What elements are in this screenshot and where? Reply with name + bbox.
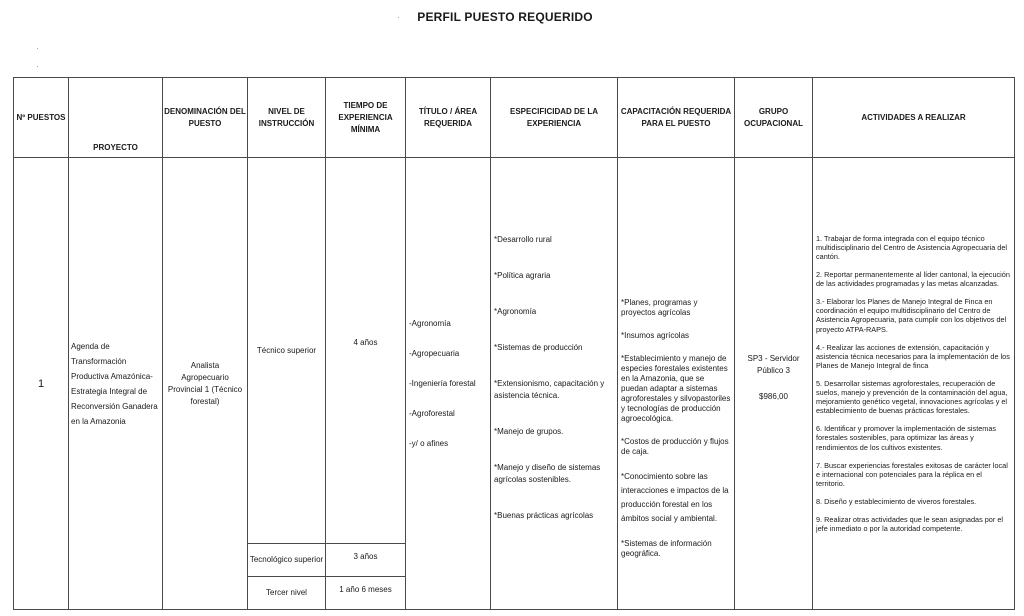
denominacion-cell (163, 158, 248, 610)
capacitacion-cell (618, 158, 735, 610)
especificidad-item: *Agronomía (494, 306, 537, 316)
especificidad-cell (491, 158, 618, 610)
proyecto-text: Agenda de Transformación Productiva Amazónica-Estrategia Integral de Reconversión Ganadera en la Amazonia (71, 341, 158, 426)
header-nivel: NIVEL DE INSTRUCCIÓN (248, 78, 326, 158)
tiempo-text: 3 años (353, 552, 378, 561)
especificidad-item: *Manejo de grupos. (494, 426, 564, 436)
titulo-item: -Agronomía (409, 318, 451, 328)
nivel-cell: Tecnológico superior (248, 544, 326, 577)
titulo-cell (406, 158, 491, 610)
header-row (14, 78, 1015, 158)
grupo-nombre: SP3 - Servidor Público 3 (747, 353, 800, 375)
capacitacion-item: *Insumos agrícolas (621, 331, 690, 340)
header-grupo: GRUPO OCUPACIONAL (735, 78, 813, 158)
page-title: PERFIL PUESTO REQUERIDO (417, 10, 593, 24)
header-titulo: TÍTULO / ÁREA REQUERIDA (406, 78, 491, 158)
actividad-item: 9. Realizar otras actividades que le sean asignadas por el jefe inmediato o por la autoridad competente. (816, 514, 1003, 534)
capacitacion-item: *Costos de producción y flujos de caja. (621, 437, 729, 456)
nivel-cell (248, 158, 326, 544)
especificidad-item: *Manejo y diseño de sistemas agrícolas sostenibles. (494, 462, 601, 484)
nivel-text: Técnico superior (256, 345, 317, 355)
header-proyecto: PROYECTO (69, 78, 163, 158)
capacitacion-item: *Conocimiento sobre las interacciones e impactos de la producción forestal en los ámbitos social y ambiental. (621, 472, 729, 523)
header-especificidad: ESPECIFICIDAD DE LA EXPERIENCIA (491, 78, 618, 158)
header-denominacion: DENOMINACIÓN DEL PUESTO (163, 78, 248, 158)
especificidad-item: *Buenas prácticas agrícolas (494, 510, 594, 520)
actividad-item: 8. Diseño y establecimiento de viveros forestales. (816, 496, 977, 506)
actividad-item: 4.- Realizar las acciones de extensión, capacitación y asistencia técnica necesarios para la implementación de los Planes de Manejo Integral de finca (816, 342, 1010, 370)
titulo-item: -Agroforestal (409, 408, 455, 418)
capacitacion-item: *Establecimiento y manejo de especies forestales existentes en la Amazonia, que se puedan adaptar a sistemas agroforestales y silvopastoriles y tecnologías de producción agroecológica. (621, 354, 731, 423)
titulo-item: -Ingeniería forestal (409, 378, 476, 388)
especificidad-item: *Sistemas de producción (494, 342, 583, 352)
tiempo-cell (326, 158, 406, 544)
decorative-dot: · (36, 44, 39, 53)
decorative-dot: · (36, 62, 39, 71)
proyecto-cell (69, 158, 163, 610)
header-tiempo: TIEMPO DE EXPERIENCIA MÍNIMA (326, 78, 406, 158)
header-capacitacion: CAPACITACIÓN REQUERIDA PARA EL PUESTO (618, 78, 735, 158)
grupo-cell (735, 158, 813, 610)
table-row (14, 158, 1015, 544)
especificidad-item: *Desarrollo rural (494, 234, 552, 244)
actividad-item: 7. Buscar experiencias forestales exitosas de carácter local e internacional con potenciales para la réplica en el territorio. (816, 460, 1008, 488)
especificidad-item: *Política agraria (494, 270, 551, 280)
actividad-item: 6. Identificar y promover la implementación de sistemas forestales sostenibles, para optimizar las áreas y rendimientos de los cultivos existentes. (816, 424, 997, 452)
actividades-cell (813, 158, 1015, 610)
num-puestos-cell: 1 (14, 158, 69, 610)
tiempo-cell (326, 544, 406, 577)
tiempo-cell (326, 577, 406, 610)
actividad-item: 5. Desarrollar sistemas agroforestales, recuperación de suelos, manejo y prevención de la contaminación del agua, mejoramiento genético vegetal, innovaciones agrícolas y el establecimiento de buenas prácticas forestales. (816, 378, 1008, 416)
denominacion-text: Analista Agropecuario Provincial 1 (Técnico forestal) (167, 360, 243, 406)
actividad-item: 2. Reportar permanentemente al líder cantonal, la ejecución de las actividades programadas y las metas alcanzadas. (816, 270, 1010, 289)
profile-table (13, 77, 1015, 610)
tiempo-text: 4 años (353, 337, 378, 347)
decorative-dot: · (397, 13, 400, 22)
titulo-item: -Agropecuaria (409, 348, 460, 358)
capacitacion-item: *Planes, programas y proyectos agrícolas (621, 298, 698, 317)
actividad-item: 1. Trabajar de forma integrada con el equipo técnico multidisciplinario del Centro de Asistencia Agropecuaria del cantón. (816, 233, 1008, 262)
grupo-salario: $986,00 (759, 391, 788, 401)
titulo-item: -y/ o afines (409, 438, 449, 448)
header-num-puestos: Nº PUESTOS (14, 78, 69, 158)
actividad-item: 3.- Elaborar los Planes de Manejo Integral de Finca en coordinación el equipo multidisciplinario del Centro de Asistencia Agropecuaria, para cumplir con los objetivos del proyecto ATPA-RAPS. (816, 297, 1007, 334)
nivel-cell: Tercer nivel (248, 577, 326, 610)
capacitacion-item: *Sistemas de información geográfica. (621, 539, 712, 558)
tiempo-text: 1 año 6 meses (339, 585, 392, 594)
header-actividades: ACTIVIDADES A REALIZAR (813, 78, 1015, 158)
especificidad-item: *Extensionismo, capacitación y asistencia técnica. (494, 378, 605, 400)
